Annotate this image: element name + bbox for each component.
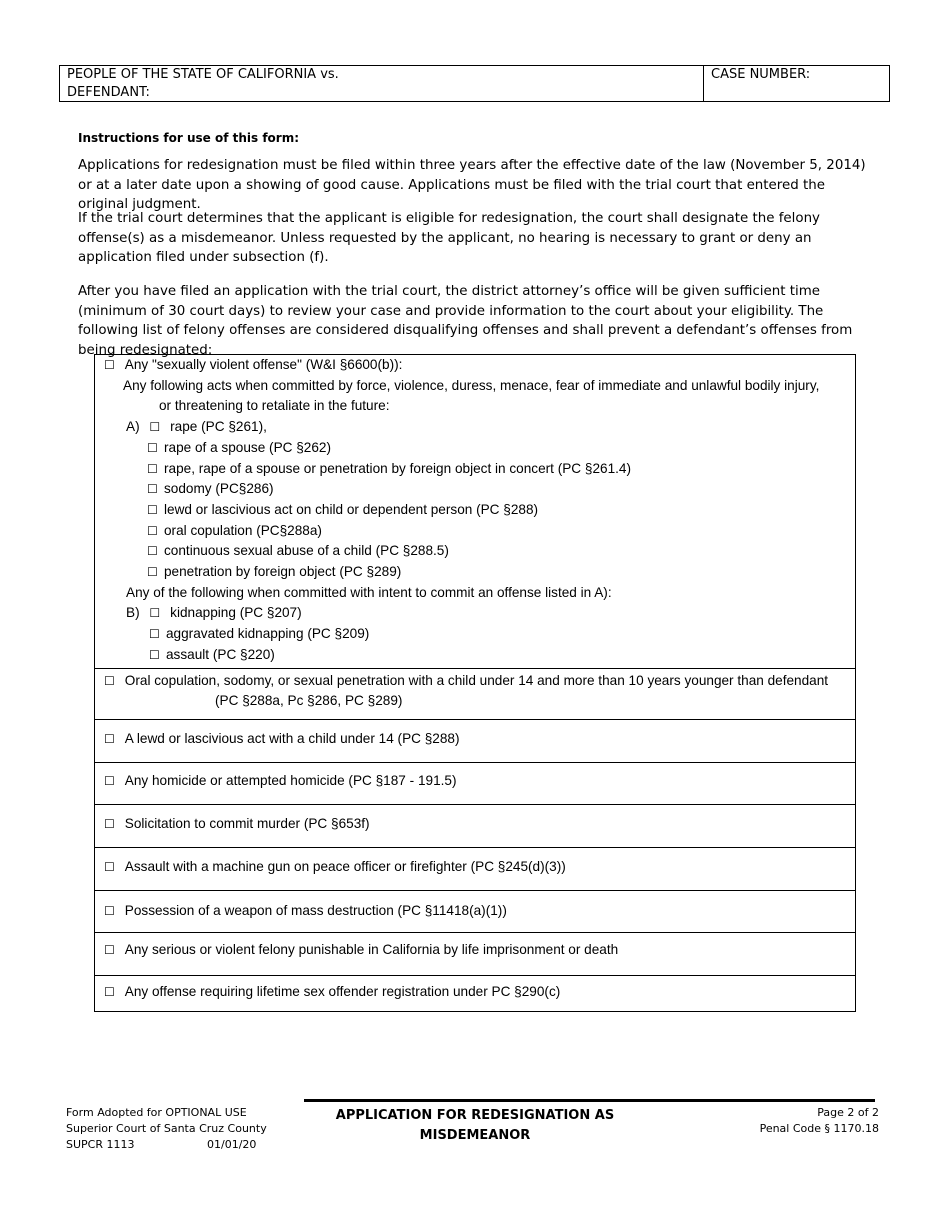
footer-title-line2: MISDEMEANOR (419, 1128, 531, 1143)
lewd-act-label: A lewd or lascivious act with a child under 14 (PC §288) (124, 731, 460, 746)
checkbox-a-0[interactable]: ☐ (149, 420, 161, 434)
checkbox-svo[interactable]: ☐ (104, 358, 115, 372)
oral-copulation-label: Oral copulation, sodomy, or sexual penetration with a child under 14 and more than 10 years younger than defendant (124, 673, 829, 688)
offense-row-machine-gun (95, 848, 855, 891)
offense-row-solicitation (95, 805, 855, 848)
oral-copulation-codes: (PC §288a, Pc §286, PC §289) (215, 693, 403, 708)
footer-form-id (66, 1137, 267, 1153)
offense-row-weapon (95, 891, 855, 933)
people-vs-label: PEOPLE OF THE STATE OF CALIFORNIA vs. (67, 67, 339, 82)
page-number: Page 2 of 2 (817, 1106, 879, 1119)
group-b-intro: Any of the following when committed with intent to commit an offense listed in A): (126, 585, 612, 600)
group-a-label: A) (126, 419, 140, 434)
homicide-label: Any homicide or attempted homicide (PC §187 - 191.5) (124, 773, 457, 788)
offense-a-item: rape of a spouse (PC §262) (164, 440, 332, 455)
footer-form-title (300, 1106, 650, 1146)
weapon-label: Possession of a weapon of mass destruction (PC §11418(a)(1)) (124, 903, 507, 918)
defendant-label: DEFENDANT: (67, 85, 150, 100)
checkbox-machine-gun[interactable]: ☐ (104, 860, 115, 874)
solicitation-label: Solicitation to commit murder (PC §653f) (124, 816, 370, 831)
footer-form-info (66, 1105, 267, 1153)
footer-form-date: 01/01/20 (207, 1138, 257, 1151)
footer-title-line1: APPLICATION FOR REDESIGNATION AS (335, 1108, 615, 1123)
offense-row-registration (95, 976, 855, 1012)
offense-row-oral-copulation (95, 669, 855, 720)
disqualifying-offenses-list (94, 354, 856, 1012)
offense-a-item: rape, rape of a spouse or penetration by foreign object in concert (PC §261.4) (164, 461, 631, 476)
checkbox-homicide[interactable]: ☐ (104, 774, 115, 788)
offense-row-serious-felony (95, 933, 855, 976)
machine-gun-label: Assault with a machine gun on peace officer or firefighter (PC §245(d)(3)) (124, 859, 566, 874)
checkbox-a-7[interactable]: ☐ (147, 565, 158, 579)
penal-code-reference: Penal Code § 1170.18 (759, 1122, 879, 1135)
instructions-paragraph-3: After you have filed an application with the trial court, the district attorney’s office will be given sufficient time (minimum of 30 court days) to review your case and provide information to the court about your eligibility. The following list of felony offenses are considered disqualifying offenses and shall prevent a defendant’s offenses from being redesignated: (78, 284, 853, 358)
checkbox-b-2[interactable]: ☐ (149, 648, 160, 662)
instructions-paragraph-2: If the trial court determines that the applicant is eligible for redesignation, the court shall designate the felony offense(s) as a misdemeanor. Unless requested by the applicant, no hearing is necessary to grant or deny an application filed under subsection (f). (78, 211, 820, 265)
checkbox-a-3[interactable]: ☐ (147, 482, 158, 496)
footer-form-number: SUPCR 1113 (66, 1138, 135, 1151)
offense-a-item: continuous sexual abuse of a child (PC §288.5) (164, 543, 449, 558)
checkbox-a-4[interactable]: ☐ (147, 503, 158, 517)
offense-a-item: sodomy (PC§286) (164, 481, 274, 496)
instructions-title: Instructions for use of this form: (78, 131, 300, 145)
checkbox-solicitation[interactable]: ☐ (104, 817, 115, 831)
footer-rule (304, 1099, 875, 1102)
checkbox-a-6[interactable]: ☐ (147, 544, 158, 558)
checkbox-oral-copulation[interactable]: ☐ (104, 674, 115, 688)
footer-court: Superior Court of Santa Cruz County (66, 1122, 267, 1135)
checkbox-a-5[interactable]: ☐ (147, 524, 158, 538)
checkbox-weapon[interactable]: ☐ (104, 904, 115, 918)
instructions-paragraph-1: Applications for redesignation must be filed within three years after the effective date of the law (November 5, 2014) or at a later date upon a showing of good cause. Applications must be filed with the trial court that entered the original judgment. (78, 158, 866, 212)
case-number-label: CASE NUMBER: (711, 67, 811, 82)
footer-adopted: Form Adopted for OPTIONAL USE (66, 1106, 247, 1119)
checkbox-registration[interactable]: ☐ (104, 985, 115, 999)
svo-intro-line2: or threatening to retaliate in the future: (159, 398, 390, 413)
checkbox-a-1[interactable]: ☐ (147, 441, 158, 455)
offense-a-item: oral copulation (PC§288a) (164, 523, 322, 538)
checkbox-b-0[interactable]: ☐ (149, 606, 161, 620)
serious-felony-label: Any serious or violent felony punishable in California by life imprisonment or death (124, 942, 619, 957)
group-b-label: B) (126, 605, 140, 620)
offense-row-svo (95, 355, 855, 669)
checkbox-b-1[interactable]: ☐ (149, 627, 160, 641)
offense-b-item: aggravated kidnapping (PC §209) (166, 626, 370, 641)
checkbox-lewd-act[interactable]: ☐ (104, 732, 115, 746)
registration-label: Any offense requiring lifetime sex offender registration under PC §290(c) (124, 984, 561, 999)
svo-intro-line1: Any following acts when committed by force, violence, duress, menace, fear of immediate and unlawful bodily injury, (123, 378, 820, 393)
offense-a-item: lewd or lascivious act on child or dependent person (PC §288) (164, 502, 539, 517)
checkbox-serious-felony[interactable]: ☐ (104, 943, 115, 957)
offense-row-homicide (95, 763, 855, 805)
caption-box (59, 65, 890, 102)
offense-b-item: kidnapping (PC §207) (170, 605, 302, 620)
offense-a-item: penetration by foreign object (PC §289) (164, 564, 402, 579)
footer-page-info (700, 1105, 879, 1137)
offense-a-item: rape (PC §261), (170, 419, 267, 434)
offense-b-item: assault (PC §220) (166, 647, 275, 662)
offense-row-lewd-act (95, 720, 855, 763)
checkbox-a-2[interactable]: ☐ (147, 462, 158, 476)
parties-cell (60, 66, 704, 101)
svo-label: Any "sexually violent offense" (W&I §6600(b)): (124, 357, 403, 372)
